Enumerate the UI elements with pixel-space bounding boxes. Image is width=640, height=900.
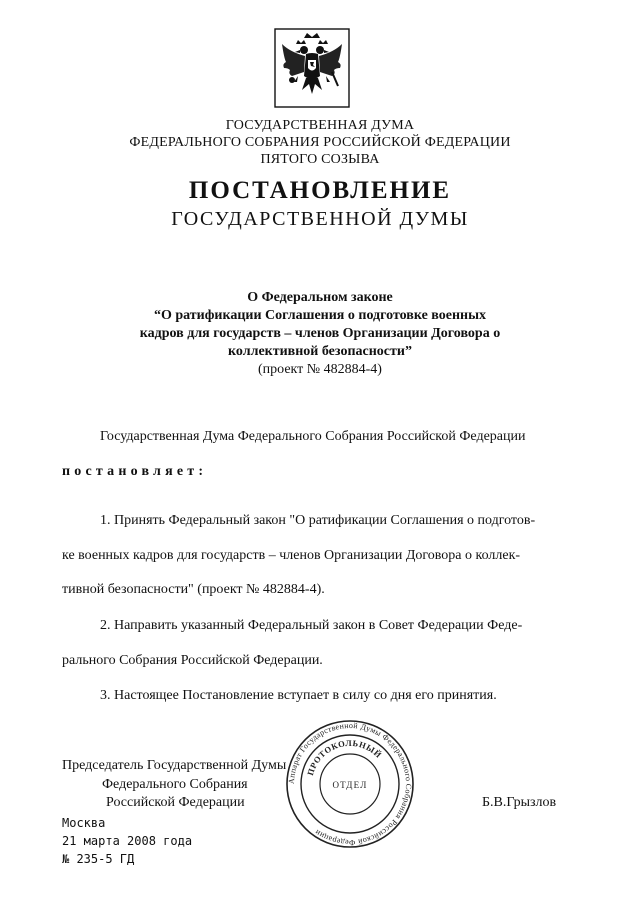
signing-date: 21 марта 2008 года <box>62 834 193 848</box>
signatory-title-line-1: Председатель Государственной Думы <box>62 758 287 773</box>
org-line-2: ФЕДЕРАЛЬНОГО СОБРАНИЯ РОССИЙСКОЙ ФЕДЕРАЦИИ <box>129 135 511 150</box>
subject-line-3: кадров для государств – членов Организации Договора о <box>139 326 501 341</box>
place-of-signing: Москва <box>62 816 106 830</box>
item-1-line-1: 1. Принять Федеральный закон "О ратификации Соглашения о подготов- <box>100 513 536 528</box>
subject-line-4: коллективной безопасности” <box>228 344 412 359</box>
item-2-line-1: 2. Направить указанный Федеральный закон в Совет Федерации Феде- <box>100 618 523 633</box>
decree-word: постановляет: <box>62 464 208 479</box>
signatory-title-line-2: Федерального Собрания <box>102 777 248 792</box>
item-1-line-3: тивной безопасности" (проект № 482884-4). <box>62 582 325 597</box>
stamp-center-text: ОТДЕЛ <box>332 780 368 790</box>
subject-line-2: “О ратификации Соглашения о подготовке военных <box>153 308 487 323</box>
subject-line-1: О Федеральном законе <box>247 290 393 305</box>
bill-number: (проект № 482884-4) <box>258 362 382 377</box>
document-subtitle: ГОСУДАРСТВЕННОЙ ДУМЫ <box>171 208 469 230</box>
signatory-title-line-3: Российской Федерации <box>106 795 245 810</box>
item-2-line-2: рального Собрания Российской Федерации. <box>62 653 323 668</box>
org-line-3: ПЯТОГО СОЗЫВА <box>260 152 380 167</box>
russian-coat-of-arms-icon <box>274 28 350 108</box>
document-title: ПОСТАНОВЛЕНИЕ <box>188 177 452 204</box>
svg-text:ПРОТОКОЛЬНЫЙ <box>305 738 384 777</box>
resolution-number: № 235-5 ГД <box>62 852 135 866</box>
item-3: 3. Настоящее Постановление вступает в силу со дня его принятия. <box>100 688 497 703</box>
item-1-line-2: ке военных кадров для государств – членов Организации Договора о коллек- <box>62 548 521 563</box>
intro-paragraph: Государственная Дума Федерального Собрания Российской Федерации <box>100 429 526 444</box>
stamp-outer-text: Аппарат Государственной Думы Федерального Собрания Российской Федерации <box>286 720 414 848</box>
signatory-name: Б.В.Грызлов <box>482 795 557 810</box>
stamp-inner-text: ПРОТОКОЛЬНЫЙ <box>305 737 384 777</box>
org-line-1: ГОСУДАРСТВЕННАЯ ДУМА <box>225 118 415 133</box>
protocol-department-stamp <box>284 718 416 850</box>
